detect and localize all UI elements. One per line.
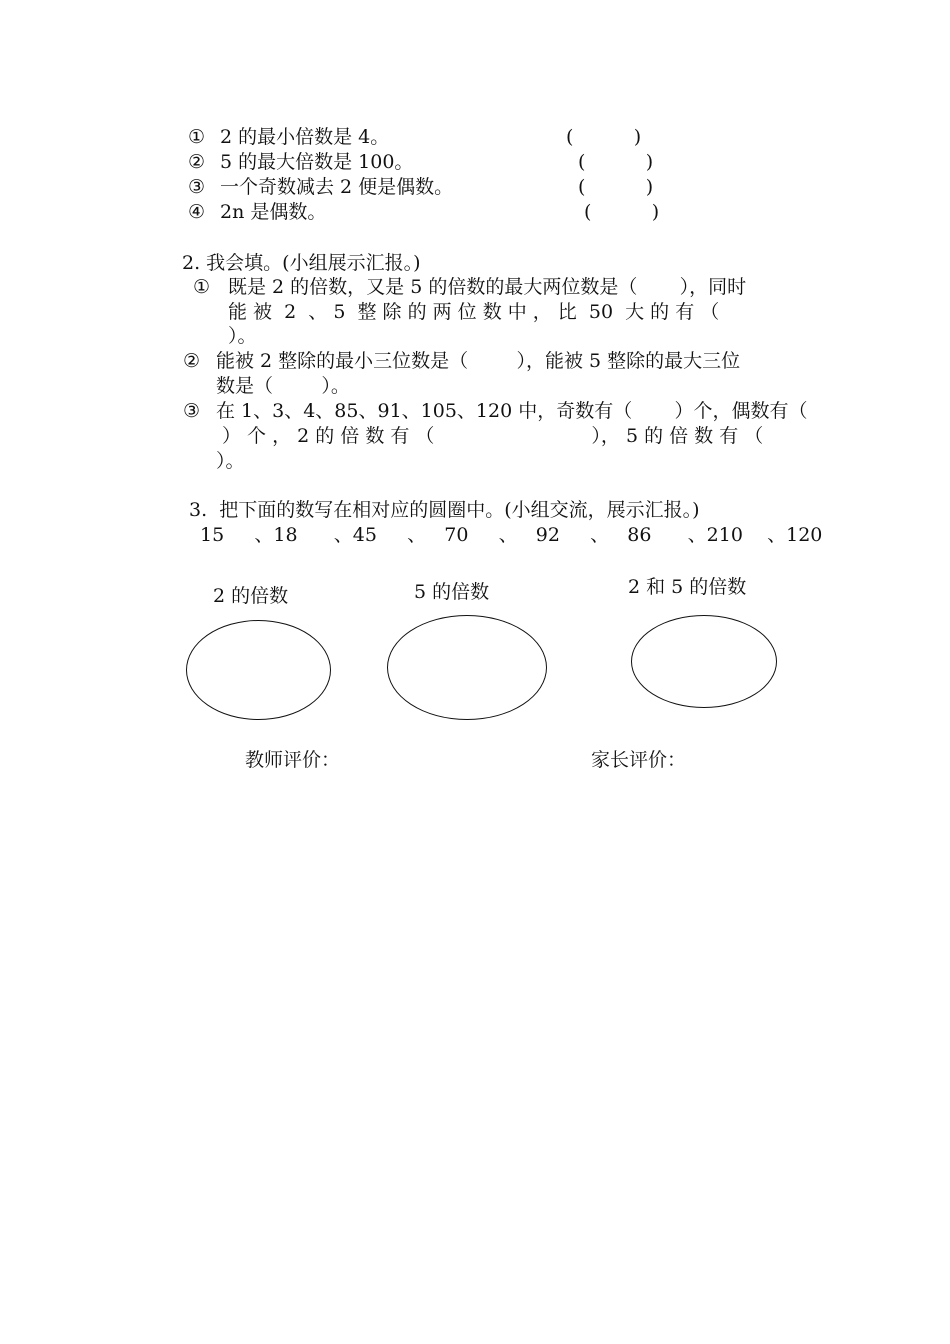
- section-2-title: 2. 我会填。(小组展示汇报。): [182, 252, 421, 274]
- q3-line-2: ） 个 ， 2 的 倍 数 有 （ ）， 5 的 倍 数 有 （: [222, 425, 764, 447]
- q3-line-1: 在 1、3、4、85、91、105、120 中，奇数有（ ）个，偶数有（: [216, 400, 808, 422]
- multiples-of-5-circle[interactable]: [387, 615, 547, 720]
- multiples-of-2-and-5-circle[interactable]: [631, 615, 777, 708]
- item-4-answer-paren: ( ): [584, 201, 660, 223]
- q1-number: ①: [193, 276, 211, 298]
- multiples-of-2-circle[interactable]: [186, 620, 331, 720]
- q2-line-1: 能被 2 整除的最小三位数是（ ），能被 5 整除的最大三位: [216, 350, 741, 372]
- q2-number: ②: [183, 350, 201, 372]
- q1-line-2: 能 被 2 、 5 整 除 的 两 位 数 中 ， 比 50 大 的 有 （: [228, 301, 720, 323]
- teacher-evaluation-label: 教师评价：: [245, 749, 341, 771]
- multiples-of-2-and-5-label: 2 和 5 的倍数: [628, 576, 747, 598]
- item-3-number: ③: [188, 176, 206, 198]
- q3-number: ③: [183, 400, 201, 422]
- item-3-text: 一个奇数减去 2 便是偶数。: [220, 176, 454, 198]
- section-3-title: 3. 把下面的数写在相对应的圆圈中。(小组交流，展示汇报。): [189, 499, 700, 521]
- multiples-of-2-label: 2 的倍数: [213, 585, 289, 607]
- item-3-answer-paren: ( ): [578, 176, 654, 198]
- item-1-text: 2 的最小倍数是 4。: [220, 126, 390, 148]
- item-2-answer-paren: ( ): [578, 151, 654, 173]
- item-4-text: 2n 是偶数。: [220, 201, 327, 223]
- q3-line-3: ）。: [216, 450, 245, 472]
- item-2-text: 5 的最大倍数是 100。: [220, 151, 414, 173]
- q1-line-3: ）。: [228, 325, 257, 347]
- q1-line-1: 既是 2 的倍数，又是 5 的倍数的最大两位数是（ ），同时: [228, 276, 747, 298]
- parent-evaluation-label: 家长评价：: [591, 749, 687, 771]
- number-list: 15 、18 、45 、 70 、 92 、 86 、210 、120: [200, 524, 823, 546]
- item-4-number: ④: [188, 201, 206, 223]
- item-1-answer-paren: ( ): [566, 126, 642, 148]
- item-2-number: ②: [188, 151, 206, 173]
- q2-line-2: 数是（ ）。: [216, 375, 350, 397]
- item-1-number: ①: [188, 126, 206, 148]
- multiples-of-5-label: 5 的倍数: [414, 581, 490, 603]
